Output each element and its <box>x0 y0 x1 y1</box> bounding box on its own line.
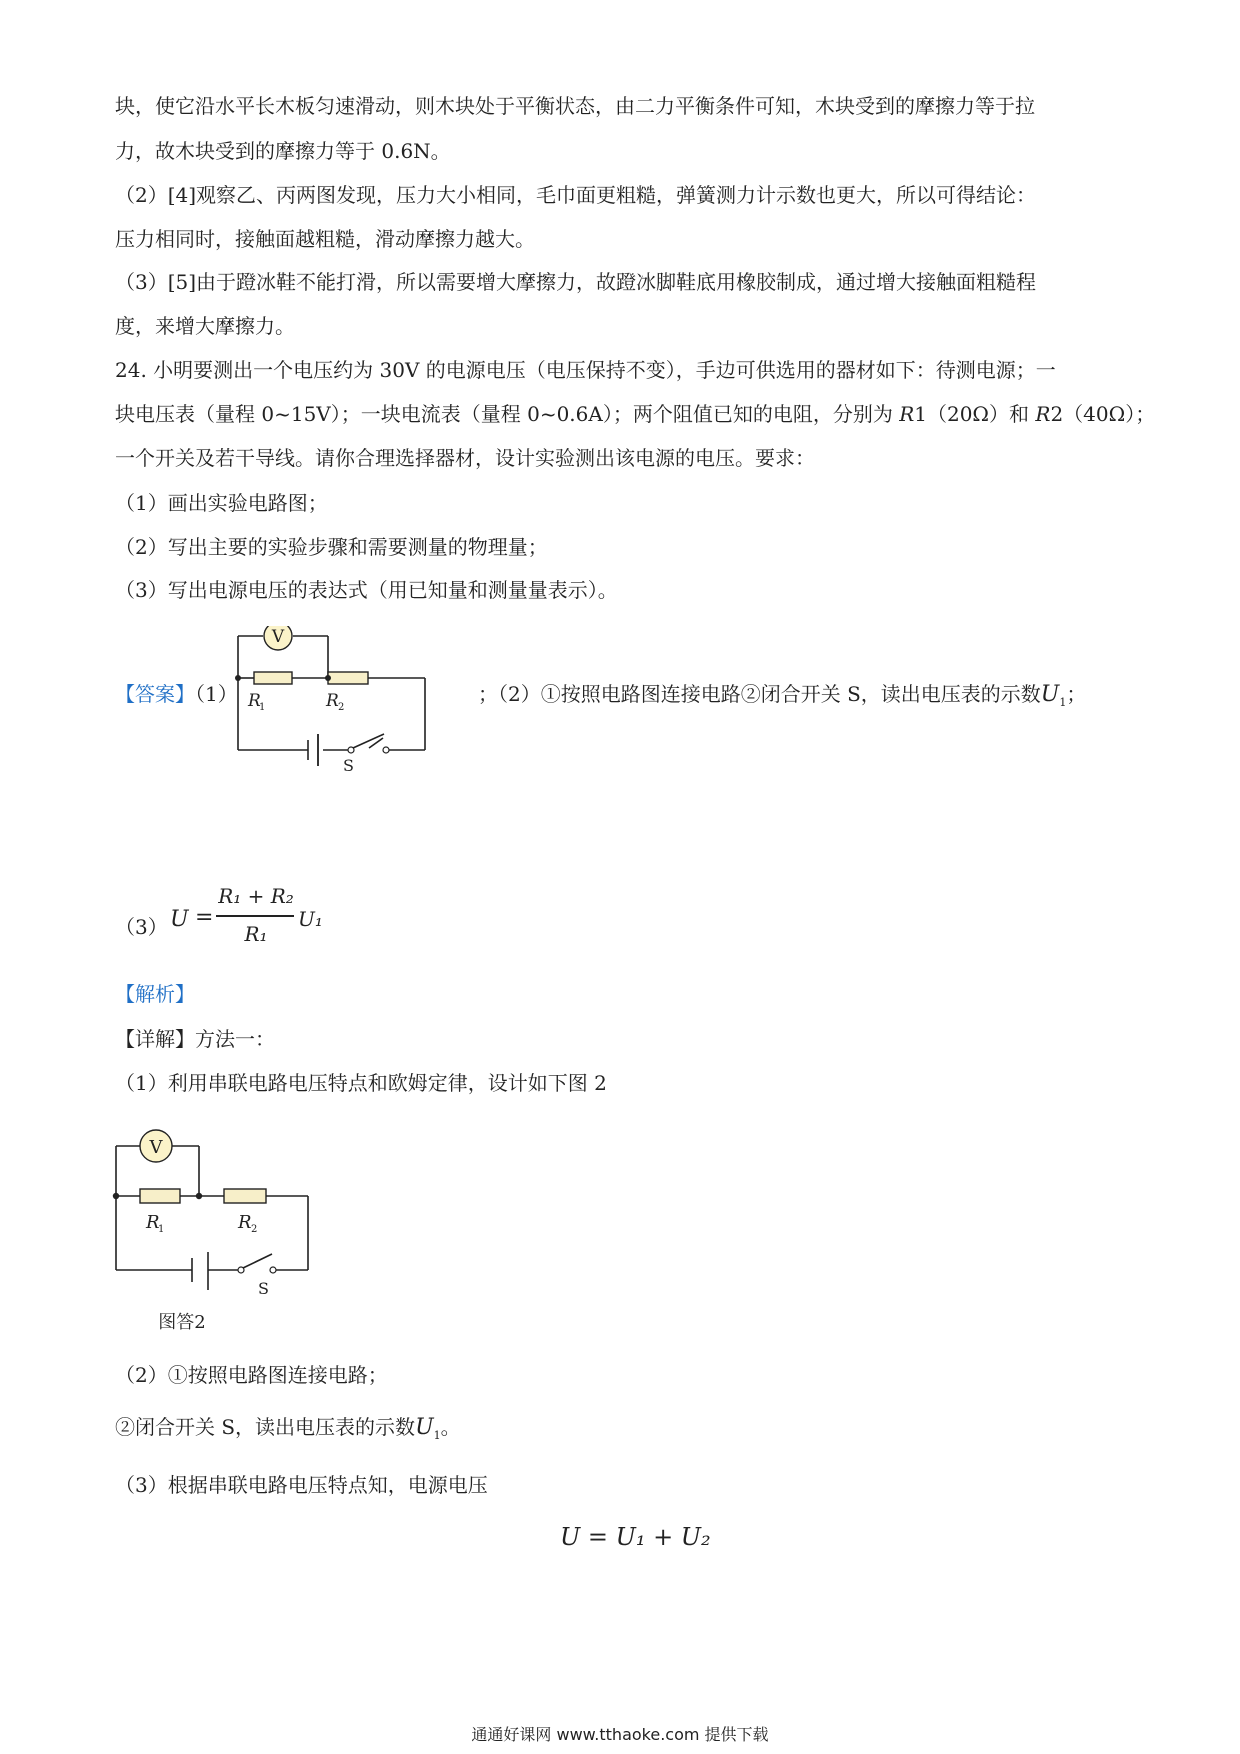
analysis-tag: 【解析】 <box>115 982 195 1006</box>
r1-subscript: 1 <box>158 1224 165 1235</box>
voltmeter-label: V <box>271 627 285 647</box>
switch-contact <box>383 747 389 753</box>
question-24-line: 一个开关及若干导线。请你合理选择器材，设计实验测出该电源的电压。要求： <box>115 446 815 470</box>
figure-caption: 图答2 <box>158 1312 206 1333</box>
analysis-step2b-line <box>115 1413 461 1450</box>
analysis-u-sub: 1 <box>433 1429 441 1442</box>
fraction-bar <box>216 915 294 917</box>
junction-dot <box>196 1193 202 1199</box>
question-24-line: 24. 小明要测出一个电压约为 30V 的电源电压（电压保持不变），手边可供选用的器材如下：待测电源；一 <box>115 358 1056 382</box>
formula-u-var: U <box>170 907 189 932</box>
switch-label: S <box>258 1279 269 1298</box>
paragraph-line: 度，来增大摩擦力。 <box>115 314 295 338</box>
question-24-text: 块电压表（量程 0~15V）；一块电流表（量程 0~0.6A）；两个阻值已知的电阻，分别为 <box>115 402 900 426</box>
junction-dot <box>235 675 241 681</box>
requirement-item: （3）写出电源电压的表达式（用已知量和测量量表示）。 <box>115 578 618 602</box>
junction-dot <box>325 675 331 681</box>
r2-label: R <box>238 1212 252 1233</box>
analysis-step3: （3）根据串联电路电压特点知，电源电压 <box>115 1473 488 1497</box>
answer-u-var: U <box>1040 682 1060 707</box>
answer-u-sub: 1 <box>1059 696 1067 709</box>
voltmeter-label: V <box>149 1137 163 1158</box>
r2-subscript: 2 <box>251 1224 258 1235</box>
formula-u1: U₁ <box>298 907 323 931</box>
r2-label: R <box>326 691 339 711</box>
formula-eq: = <box>195 905 214 930</box>
paragraph-line: （3）[5]由于蹬冰鞋不能打滑，所以需要增大摩擦力，故蹬冰脚鞋底用橡胶制成，通过增大接触面粗糙程 <box>115 270 1037 294</box>
resistor-r1 <box>254 672 292 684</box>
junction-dot <box>113 1193 119 1199</box>
r1-subscript: 1 <box>259 702 266 713</box>
answer-tag: 【答案】 <box>115 682 195 706</box>
paragraph-line: 力，故木块受到的摩擦力等于 0.6N。 <box>115 139 451 163</box>
question-24-line <box>115 400 1155 428</box>
answer-part1: （1） <box>195 682 238 706</box>
resistor-r1 <box>140 1189 180 1203</box>
switch-icon <box>243 1254 272 1268</box>
analysis-u-var: U <box>415 1415 434 1440</box>
answer-part3: （3） <box>115 915 168 939</box>
answer-part2: ；（2）①按照电路图连接电路②闭合开关 S，读出电压表的示数 <box>478 682 1041 706</box>
analysis-step2b-end: 。 <box>440 1415 461 1439</box>
r1-label: R <box>248 691 261 711</box>
formula-u <box>170 907 189 932</box>
analysis-step2a: （2）①按照电路图连接电路； <box>115 1363 388 1387</box>
resistor-r2 <box>328 672 368 684</box>
answer-circuit-diagram <box>228 626 438 776</box>
switch-contact <box>270 1267 276 1273</box>
paragraph-line: 块，使它沿水平长木板匀速滑动，则木块处于平衡状态，由二力平衡条件可知，木块受到的摩擦力等于拉 <box>115 94 1035 118</box>
question-24-text: 1（20Ω）和 <box>914 402 1036 426</box>
paragraph-line: 压力相同时，接触面越粗糙，滑动摩擦力越大。 <box>115 227 535 251</box>
paragraph-line: （2）[4]观察乙、丙两图发现，压力大小相同，毛巾面更粗糙，弹簧测力计示数也更大，所以可得结论： <box>115 183 1037 207</box>
switch-label: S <box>343 756 354 775</box>
detail-heading: 【详解】方法一： <box>115 1027 275 1051</box>
requirement-item: （2）写出主要的实验步骤和需要测量的物理量； <box>115 535 548 559</box>
formula-denominator: R₁ <box>244 922 268 946</box>
resistor-r2 <box>224 1189 266 1203</box>
page-footer: 通通好课网 www.tthaoke.com 提供下载 <box>471 1725 769 1744</box>
r1-label: R <box>146 1212 160 1233</box>
r2-subscript: 2 <box>338 702 345 713</box>
analysis-step1: （1）利用串联电路电压特点和欧姆定律，设计如下图 2 <box>115 1071 607 1095</box>
r2-symbol: R <box>1035 402 1051 426</box>
answer-tag-line <box>115 680 238 708</box>
figure-2-circuit-diagram <box>110 1126 320 1336</box>
answer-part2-end: ； <box>1066 682 1087 706</box>
question-24-text: 2（40Ω）； <box>1050 402 1156 426</box>
r1-symbol: R <box>899 402 915 426</box>
requirement-item: （1）画出实验电路图； <box>115 491 328 515</box>
formula-numerator: R₁ + R₂ <box>218 884 294 908</box>
analysis-step2b: ②闭合开关 S，读出电压表的示数 <box>115 1415 416 1439</box>
answer-part2-line <box>478 680 1086 717</box>
formula-sum: U = U₁ + U₂ <box>560 1523 711 1551</box>
